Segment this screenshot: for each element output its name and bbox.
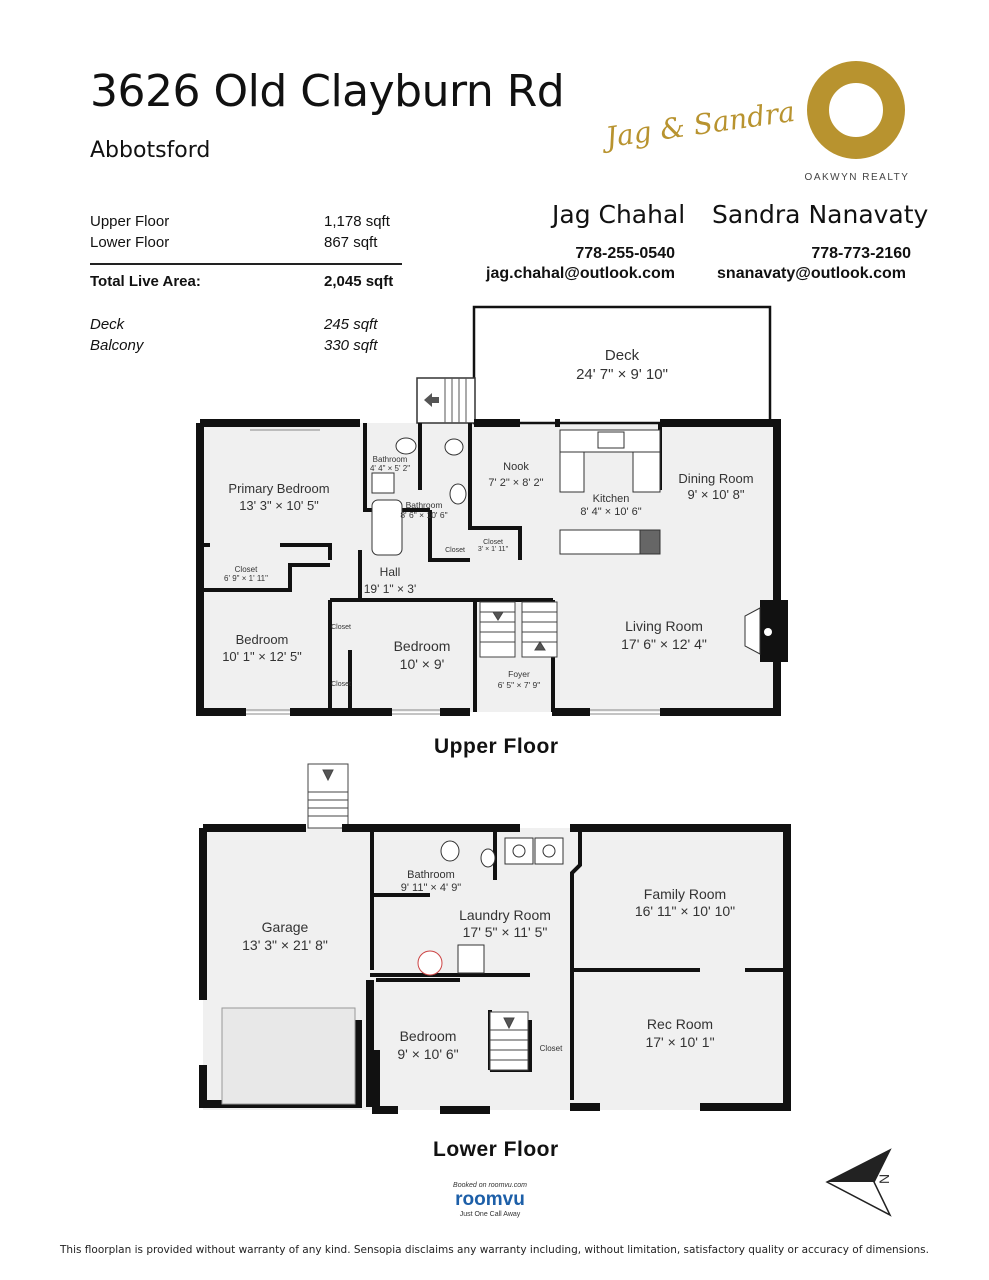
upper-floor-plan <box>0 300 989 730</box>
room-dims: 10' × 9' <box>399 656 445 672</box>
area-row <box>90 234 402 255</box>
room-dims: 19' 1" × 3' <box>363 582 417 596</box>
room-dims: 9' × 10' 6" <box>397 1046 459 1062</box>
total-area-row <box>90 263 402 294</box>
signature-logo <box>604 95 797 154</box>
room-name: Rec Room <box>646 1016 714 1032</box>
upper-floor-label: Upper Floor <box>434 735 559 758</box>
room-dims: 13' 3" × 10' 5" <box>239 498 319 513</box>
total-area-value: 2,045 sqft <box>324 273 394 290</box>
area-value: 1,178 sqft <box>324 213 390 230</box>
agent-phone[interactable]: 778-773-2160 <box>811 245 911 262</box>
area-value: 867 sqft <box>324 234 378 251</box>
lower-stairs <box>490 1012 528 1070</box>
room-dims: 3' × 1' 11" <box>477 546 509 553</box>
roomvu-tagline: Just One Call Away <box>459 1211 521 1218</box>
total-area-label: Total Live Area: <box>90 273 201 290</box>
room-name: Bedroom <box>393 638 451 654</box>
area-label: Lower Floor <box>90 234 170 251</box>
room-dims: 9' 11" × 4' 9" <box>400 882 462 894</box>
room-dims: 4' 4" × 5' 2" <box>369 464 411 473</box>
room-name: Foyer <box>508 669 530 679</box>
roomvu-logo: roomvu <box>455 1189 525 1210</box>
room-dims: 8' 4" × 10' 6" <box>580 506 642 518</box>
garage-door <box>222 1008 355 1104</box>
room-dims: 6' 9" × 1' 11" <box>224 574 268 583</box>
room-name: Bathroom <box>407 869 455 881</box>
garage-stairs <box>308 764 348 828</box>
booked-on-text: Booked on roomvu.com <box>453 1182 527 1189</box>
room-name: Bedroom <box>235 632 289 647</box>
closet-label: Closet <box>539 1044 563 1053</box>
roomvu-branding <box>430 1182 550 1218</box>
oakwyn-logo <box>806 60 906 160</box>
room-name: Living Room <box>625 618 703 634</box>
room-name: Kitchen <box>592 493 630 505</box>
compass-letter: N <box>876 1173 892 1184</box>
property-city: Abbotsford <box>90 138 211 163</box>
room-name: Deck <box>604 347 640 364</box>
upper-floor-fill <box>200 423 777 712</box>
room-name: Closet <box>234 565 258 574</box>
room-name: Family Room <box>643 886 727 902</box>
oakwyn-logo-text: OAKWYN REALTY <box>804 172 910 183</box>
area-label: Upper Floor <box>90 213 170 230</box>
room-dims: 17' 6" × 12' 4" <box>621 636 707 652</box>
agent-email[interactable]: jag.chahal@outlook.com <box>486 265 675 282</box>
agent-phone[interactable]: 778-255-0540 <box>575 245 675 262</box>
closet-label: Closet <box>331 681 351 688</box>
room-dims: 13' 3" × 21' 8" <box>242 937 328 953</box>
agent-email[interactable]: snanavaty@outlook.com <box>717 265 906 282</box>
deck-outline <box>474 307 770 423</box>
closet-label: Closet <box>331 624 351 631</box>
room-dims: 7' 2" × 8' 2" <box>488 477 544 489</box>
room-dims: 8' 6" × 10' 6" <box>400 510 448 520</box>
room-dims: 17' × 10' 1" <box>645 1034 715 1050</box>
room-name: Bathroom <box>372 455 408 464</box>
room-name: Bedroom <box>399 1028 457 1044</box>
extra-area-label: Balcony <box>90 337 144 354</box>
room-dims: 10' 1" × 12' 5" <box>222 649 302 664</box>
room-name: Dining Room <box>678 471 754 486</box>
signature-text: Jag & Sandra <box>603 94 797 155</box>
area-row <box>90 213 402 234</box>
property-address: 3626 Old Clayburn Rd <box>90 66 565 117</box>
room-name: Hall <box>379 565 401 579</box>
lower-floor-plan <box>0 760 989 1135</box>
oakwyn-ring-icon <box>806 60 906 160</box>
agent-name: Sandra Nanavaty <box>712 200 929 229</box>
room-dims: 17' 5" × 11' 5" <box>462 924 548 940</box>
room-dims: 6' 5" × 7' 9" <box>497 680 541 690</box>
disclaimer: This floorplan is provided without warranty of any kind. Sensopia disclaims any warranty including, without limitation, satisfactory quality or accuracy of dimensions. <box>60 1244 929 1256</box>
room-name: Nook <box>503 461 529 473</box>
extra-area-value: 245 sqft <box>324 316 378 333</box>
room-name: Garage <box>261 919 309 935</box>
deck-stairs <box>417 378 475 423</box>
room-name: Laundry Room <box>459 907 551 923</box>
room-name: Primary Bedroom <box>228 481 330 496</box>
closet-label: Closet <box>445 547 465 554</box>
room-dims: 24' 7" × 9' 10" <box>576 366 668 383</box>
north-compass-icon <box>822 1145 897 1220</box>
extra-area-value: 330 sqft <box>324 337 378 354</box>
lower-floor-label: Lower Floor <box>433 1138 559 1161</box>
room-dims: 16' 11" × 10' 10" <box>634 903 736 919</box>
extra-area-label: Deck <box>90 316 125 333</box>
room-dims: 9' × 10' 8" <box>687 487 745 502</box>
room-name: Bathroom <box>405 500 443 510</box>
agent-name: Jag Chahal <box>552 200 686 229</box>
room-name: Closet <box>483 539 503 546</box>
